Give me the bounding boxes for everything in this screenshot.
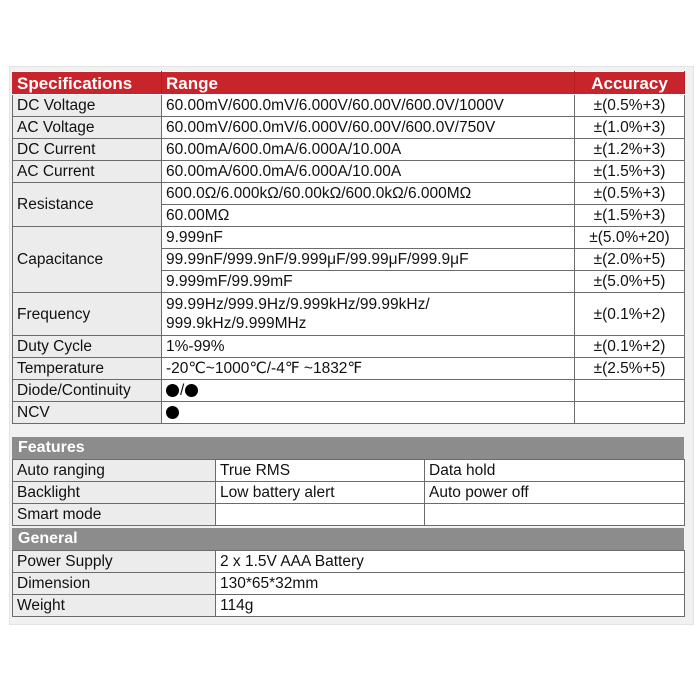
table-row [13,293,685,336]
general-section-title: General [12,528,684,550]
capacitance-label: Capacitance [13,227,162,293]
capacitance-range-3: 9.999mF/99.99mF [162,271,575,293]
temperature-range: -20℃~1000℃/-4℉ ~1832℉ [162,358,575,380]
table-row [13,460,685,482]
dc-current-accuracy: ±(1.2%+3) [575,139,685,161]
resistance-range-1: 600.0Ω/6.000kΩ/60.00kΩ/600.0kΩ/6.000MΩ [162,183,575,205]
dc-current-label: DC Current [13,139,162,161]
ncv-label: NCV [13,402,162,424]
ncv-accuracy [575,402,685,424]
table-row [13,595,685,617]
diode-continuity-label: Diode/Continuity [13,380,162,402]
temperature-label: Temperature [13,358,162,380]
table-row [13,573,685,595]
general-value: 114g [216,595,685,617]
frequency-range [162,293,575,336]
table-row [13,139,685,161]
table-row [13,402,685,424]
ncv-range [162,402,575,424]
header-range: Range [162,72,575,95]
ac-current-accuracy: ±(1.5%+3) [575,161,685,183]
feature-cell: Backlight [13,482,216,504]
filled-circle-icon [166,384,179,397]
capacitance-accuracy-1: ±(5.0%+20) [575,227,685,249]
capacitance-accuracy-3: ±(5.0%+5) [575,271,685,293]
feature-cell: True RMS [216,460,425,482]
capacitance-range-1: 9.999nF [162,227,575,249]
table-row [13,227,685,249]
filled-circle-icon [185,384,198,397]
capacitance-range-2: 99.99nF/999.9nF/9.999μF/99.99μF/999.9μF [162,249,575,271]
dc-current-range: 60.00mA/600.0mA/6.000A/10.00A [162,139,575,161]
table-row [13,358,685,380]
dc-voltage-label: DC Voltage [13,95,162,117]
feature-cell [425,504,685,526]
table-row [13,482,685,504]
filled-circle-icon [166,406,179,419]
resistance-accuracy-2: ±(1.5%+3) [575,205,685,227]
feature-cell: Auto ranging [13,460,216,482]
ac-voltage-label: AC Voltage [13,117,162,139]
ac-voltage-range: 60.00mV/600.0mV/6.000V/60.00V/600.0V/750V [162,117,575,139]
header-specifications: Specifications [13,72,162,95]
dc-voltage-range: 60.00mV/600.0mV/6.000V/60.00V/600.0V/1000V [162,95,575,117]
dc-voltage-accuracy: ±(0.5%+3) [575,95,685,117]
duty-cycle-label: Duty Cycle [13,336,162,358]
feature-cell: Auto power off [425,482,685,504]
resistance-label: Resistance [13,183,162,227]
feature-cell [216,504,425,526]
general-value: 130*65*32mm [216,573,685,595]
table-row [13,504,685,526]
features-section-title: Features [12,437,684,459]
feature-cell: Data hold [425,460,685,482]
features-table [12,459,685,526]
specifications-header-row [13,72,685,95]
duty-cycle-accuracy: ±(0.1%+2) [575,336,685,358]
specifications-table [12,71,685,424]
frequency-range-line-1: 99.99Hz/999.9Hz/9.999kHz/99.99kHz/ [166,296,430,313]
ac-current-label: AC Current [13,161,162,183]
header-accuracy: Accuracy [575,72,685,95]
frequency-accuracy: ±(0.1%+2) [575,293,685,336]
table-row [13,336,685,358]
table-row [13,95,685,117]
feature-cell: Low battery alert [216,482,425,504]
general-value: 2 x 1.5V AAA Battery [216,551,685,573]
table-row [13,183,685,205]
table-row [13,551,685,573]
capacitance-accuracy-2: ±(2.0%+5) [575,249,685,271]
temperature-accuracy: ±(2.5%+5) [575,358,685,380]
frequency-range-line-2: 999.9kHz/9.999MHz [166,315,307,332]
table-row [13,161,685,183]
general-label: Dimension [13,573,216,595]
ac-voltage-accuracy: ±(1.0%+3) [575,117,685,139]
table-row [13,380,685,402]
resistance-range-2: 60.00MΩ [162,205,575,227]
feature-cell: Smart mode [13,504,216,526]
diode-continuity-slash: / [180,382,185,399]
diode-continuity-range [162,380,575,402]
resistance-accuracy-1: ±(0.5%+3) [575,183,685,205]
ac-current-range: 60.00mA/600.0mA/6.000A/10.00A [162,161,575,183]
general-label: Weight [13,595,216,617]
duty-cycle-range: 1%-99% [162,336,575,358]
general-label: Power Supply [13,551,216,573]
diode-continuity-accuracy [575,380,685,402]
table-row [13,117,685,139]
frequency-label: Frequency [13,293,162,336]
general-table [12,550,685,617]
